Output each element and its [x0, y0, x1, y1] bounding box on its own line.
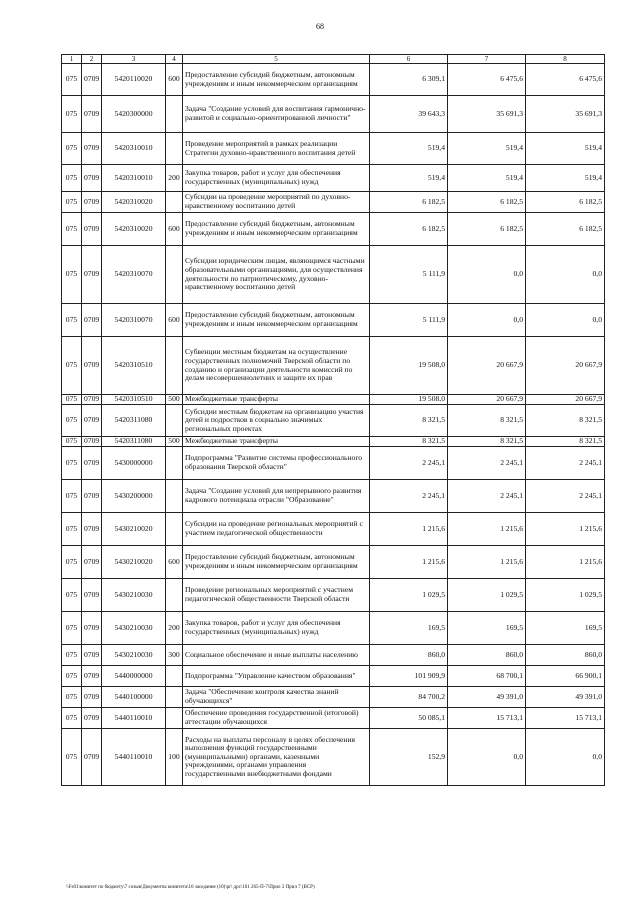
admin-code-cell: 075	[62, 395, 82, 405]
amount-cell-year-3: 0,0	[526, 246, 605, 304]
item-name-cell: Субвенции местным бюджетам на осуществление государственных полномочий Тверской области по созданию и организации деятельности комиссий по делам несовершеннолетних и защите их прав	[183, 337, 370, 395]
admin-code-cell: 075	[62, 64, 82, 96]
admin-code-cell: 075	[62, 405, 82, 437]
amount-cell-year-3: 6 182,5	[526, 213, 605, 246]
amount-cell-year-1: 50 085,1	[370, 708, 448, 729]
target-item-cell: 5420310010	[102, 133, 166, 165]
amount-cell-year-3: 66 900,1	[526, 666, 605, 687]
amount-cell-year-3: 6 475,6	[526, 64, 605, 96]
admin-code-cell: 075	[62, 165, 82, 192]
amount-cell-year-3: 1 215,6	[526, 513, 605, 546]
table-row	[62, 546, 605, 579]
amount-cell-year-1: 84 700,2	[370, 687, 448, 708]
amount-cell-year-1: 6 182,5	[370, 192, 448, 213]
column-header: 2	[82, 55, 102, 64]
amount-cell-year-3: 860,0	[526, 645, 605, 666]
target-item-cell: 5440100000	[102, 687, 166, 708]
admin-code-cell: 075	[62, 687, 82, 708]
expense-type-cell: 500	[166, 437, 183, 447]
target-item-cell: 5420311080	[102, 437, 166, 447]
amount-cell-year-3: 1 029,5	[526, 579, 605, 612]
section-code-cell: 0709	[82, 729, 102, 786]
item-name-cell: Субсидии юридическим лицам, являющимся частными образовательными организациями, для осуществления деятельности по патриотическому, духовно-нравственному воспитанию детей	[183, 246, 370, 304]
admin-code-cell: 075	[62, 513, 82, 546]
target-item-cell: 5420311080	[102, 405, 166, 437]
item-name-cell: Проведение мероприятий в рамках реализации Стратегии духовно-нравственного воспитания детей	[183, 133, 370, 165]
table-row	[62, 687, 605, 708]
target-item-cell: 5420310020	[102, 213, 166, 246]
table-row	[62, 666, 605, 687]
item-name-cell: Предоставление субсидий бюджетным, автономным учреждениям и иным некоммерческим организациям	[183, 64, 370, 96]
amount-cell-year-2: 20 667,9	[448, 395, 526, 405]
admin-code-cell: 075	[62, 246, 82, 304]
section-code-cell: 0709	[82, 708, 102, 729]
amount-cell-year-2: 0,0	[448, 246, 526, 304]
target-item-cell: 5420310510	[102, 337, 166, 395]
table-row	[62, 480, 605, 513]
expense-type-cell	[166, 246, 183, 304]
amount-cell-year-3: 8 321,5	[526, 405, 605, 437]
amount-cell-year-1: 169,5	[370, 612, 448, 645]
section-code-cell: 0709	[82, 395, 102, 405]
item-name-cell: Социальное обеспечение и иные выплаты населению	[183, 645, 370, 666]
section-code-cell: 0709	[82, 405, 102, 437]
column-header: 3	[102, 55, 166, 64]
section-code-cell: 0709	[82, 447, 102, 480]
column-header: 6	[370, 55, 448, 64]
expense-type-cell: 600	[166, 213, 183, 246]
target-item-cell: 5430210030	[102, 645, 166, 666]
table-row	[62, 337, 605, 395]
amount-cell-year-3: 6 182,5	[526, 192, 605, 213]
target-item-cell: 5420310020	[102, 192, 166, 213]
table-row	[62, 304, 605, 337]
expense-type-cell	[166, 666, 183, 687]
amount-cell-year-2: 15 713,1	[448, 708, 526, 729]
expense-type-cell: 600	[166, 64, 183, 96]
expense-type-cell	[166, 133, 183, 165]
column-header: 4	[166, 55, 183, 64]
admin-code-cell: 075	[62, 729, 82, 786]
section-code-cell: 0709	[82, 513, 102, 546]
expense-type-cell	[166, 687, 183, 708]
expense-type-cell	[166, 579, 183, 612]
amount-cell-year-2: 6 475,6	[448, 64, 526, 96]
target-item-cell: 5440110010	[102, 708, 166, 729]
amount-cell-year-3: 0,0	[526, 304, 605, 337]
amount-cell-year-1: 19 508,0	[370, 395, 448, 405]
table-row	[62, 612, 605, 645]
item-name-cell: Предоставление субсидий бюджетным, автономным учреждениям и иным некоммерческим организациям	[183, 213, 370, 246]
amount-cell-year-1: 1 029,5	[370, 579, 448, 612]
column-header: 8	[526, 55, 605, 64]
amount-cell-year-3: 2 245,1	[526, 480, 605, 513]
amount-cell-year-3: 169,5	[526, 612, 605, 645]
target-item-cell: 5430000000	[102, 447, 166, 480]
target-item-cell: 5420310070	[102, 304, 166, 337]
target-item-cell: 5430200000	[102, 480, 166, 513]
amount-cell-year-1: 1 215,6	[370, 546, 448, 579]
amount-cell-year-1: 2 245,1	[370, 480, 448, 513]
admin-code-cell: 075	[62, 437, 82, 447]
amount-cell-year-2: 49 391,0	[448, 687, 526, 708]
amount-cell-year-3: 0,0	[526, 729, 605, 786]
amount-cell-year-1: 39 643,3	[370, 96, 448, 133]
target-item-cell: 5420310070	[102, 246, 166, 304]
amount-cell-year-2: 0,0	[448, 729, 526, 786]
table-row	[62, 165, 605, 192]
budget-table	[61, 54, 605, 786]
section-code-cell: 0709	[82, 96, 102, 133]
section-code-cell: 0709	[82, 687, 102, 708]
expense-type-cell	[166, 192, 183, 213]
section-code-cell: 0709	[82, 133, 102, 165]
expense-type-cell: 500	[166, 395, 183, 405]
table-row	[62, 405, 605, 437]
amount-cell-year-2: 8 321,5	[448, 405, 526, 437]
amount-cell-year-2: 519,4	[448, 133, 526, 165]
amount-cell-year-2: 1 029,5	[448, 579, 526, 612]
expense-type-cell	[166, 337, 183, 395]
target-item-cell: 5430210030	[102, 612, 166, 645]
admin-code-cell: 075	[62, 337, 82, 395]
section-code-cell: 0709	[82, 213, 102, 246]
item-name-cell: Обеспечение проведения государственной (итоговой) аттестации обучающихся	[183, 708, 370, 729]
table-row	[62, 192, 605, 213]
section-code-cell: 0709	[82, 304, 102, 337]
expense-type-cell	[166, 96, 183, 133]
amount-cell-year-2: 860,0	[448, 645, 526, 666]
admin-code-cell: 075	[62, 708, 82, 729]
table-row	[62, 133, 605, 165]
section-code-cell: 0709	[82, 645, 102, 666]
table-row	[62, 513, 605, 546]
target-item-cell: 5430210030	[102, 579, 166, 612]
item-name-cell: Задача "Создание условий для воспитания гармонично-развитой и социально-ориентированной личности"	[183, 96, 370, 133]
target-item-cell: 5440000000	[102, 666, 166, 687]
expense-type-cell	[166, 513, 183, 546]
target-item-cell: 5420310010	[102, 165, 166, 192]
section-code-cell: 0709	[82, 480, 102, 513]
table-row	[62, 213, 605, 246]
expense-type-cell: 200	[166, 165, 183, 192]
amount-cell-year-2: 8 321,5	[448, 437, 526, 447]
target-item-cell: 5440110010	[102, 729, 166, 786]
amount-cell-year-2: 1 215,6	[448, 546, 526, 579]
expense-type-cell: 100	[166, 729, 183, 786]
admin-code-cell: 075	[62, 447, 82, 480]
item-name-cell: Субсидии на проведение мероприятий по духовно-нравственному воспитанию детей	[183, 192, 370, 213]
target-item-cell: 5420110020	[102, 64, 166, 96]
item-name-cell: Предоставление субсидий бюджетным, автономным учреждениям и иным некоммерческим организациям	[183, 546, 370, 579]
footer-file-path: \\Fs01\комитет по бюджету\7 созыв\Документы комитета\16 заседание (10)\pr\ дрс\161 265-П-7\Прил 3 Прил 7 (ВСР)	[66, 885, 315, 890]
section-code-cell: 0709	[82, 579, 102, 612]
expense-type-cell: 600	[166, 546, 183, 579]
amount-cell-year-2: 68 700,1	[448, 666, 526, 687]
amount-cell-year-3: 8 321,5	[526, 437, 605, 447]
admin-code-cell: 075	[62, 579, 82, 612]
amount-cell-year-1: 6 309,1	[370, 64, 448, 96]
amount-cell-year-2: 2 245,1	[448, 447, 526, 480]
admin-code-cell: 075	[62, 546, 82, 579]
target-item-cell: 5420300000	[102, 96, 166, 133]
target-item-cell: 5430210020	[102, 513, 166, 546]
amount-cell-year-1: 101 909,9	[370, 666, 448, 687]
section-code-cell: 0709	[82, 666, 102, 687]
table-row	[62, 729, 605, 786]
column-header: 1	[62, 55, 82, 64]
amount-cell-year-3: 49 391,0	[526, 687, 605, 708]
amount-cell-year-2: 35 691,3	[448, 96, 526, 133]
item-name-cell: Задача "Обеспечение контроля качества знаний обучающихся"	[183, 687, 370, 708]
section-code-cell: 0709	[82, 192, 102, 213]
column-header: 7	[448, 55, 526, 64]
expense-type-cell	[166, 480, 183, 513]
item-name-cell: Субсидии местным бюджетам на организацию участия детей и подростков в социально значимых региональных проектах	[183, 405, 370, 437]
amount-cell-year-1: 8 321,5	[370, 437, 448, 447]
item-name-cell: Предоставление субсидий бюджетным, автономным учреждениям и иным некоммерческим организациям	[183, 304, 370, 337]
section-code-cell: 0709	[82, 246, 102, 304]
item-name-cell: Закупка товаров, работ и услуг для обеспечения государственных (муниципальных) нужд	[183, 165, 370, 192]
column-header: 5	[183, 55, 370, 64]
expense-type-cell	[166, 447, 183, 480]
admin-code-cell: 075	[62, 192, 82, 213]
item-name-cell: Межбюджетные трансферты	[183, 395, 370, 405]
amount-cell-year-2: 6 182,5	[448, 192, 526, 213]
admin-code-cell: 075	[62, 612, 82, 645]
item-name-cell: Проведение региональных мероприятий с участием педагогической общественности Тверской области	[183, 579, 370, 612]
item-name-cell: Закупка товаров, работ и услуг для обеспечения государственных (муниципальных) нужд	[183, 612, 370, 645]
expense-type-cell: 300	[166, 645, 183, 666]
column-number-row	[62, 55, 605, 64]
target-item-cell: 5420310510	[102, 395, 166, 405]
amount-cell-year-1: 519,4	[370, 165, 448, 192]
admin-code-cell: 075	[62, 480, 82, 513]
amount-cell-year-1: 5 111,9	[370, 246, 448, 304]
amount-cell-year-3: 15 713,1	[526, 708, 605, 729]
table-row	[62, 64, 605, 96]
amount-cell-year-2: 0,0	[448, 304, 526, 337]
table-row	[62, 708, 605, 729]
item-name-cell: Субсидии на проведение региональных мероприятий с участием педагогической общественности	[183, 513, 370, 546]
amount-cell-year-1: 19 508,0	[370, 337, 448, 395]
item-name-cell: Подпрограмма "Управление качеством образования"	[183, 666, 370, 687]
amount-cell-year-1: 2 245,1	[370, 447, 448, 480]
amount-cell-year-1: 860,0	[370, 645, 448, 666]
section-code-cell: 0709	[82, 64, 102, 96]
item-name-cell: Задача "Создание условий для непрерывного развития кадрового потенциала отрасли "Образование"	[183, 480, 370, 513]
admin-code-cell: 075	[62, 304, 82, 337]
amount-cell-year-3: 519,4	[526, 165, 605, 192]
table-row	[62, 645, 605, 666]
amount-cell-year-3: 1 215,6	[526, 546, 605, 579]
admin-code-cell: 075	[62, 133, 82, 165]
item-name-cell: Расходы на выплаты персоналу в целях обеспечения выполнения функций государственными (муниципальными) органами, казенными учреждениями, органами управления государственными внебюджетными фондами	[183, 729, 370, 786]
page-number: 68	[316, 22, 324, 31]
amount-cell-year-1: 152,9	[370, 729, 448, 786]
expense-type-cell	[166, 405, 183, 437]
table-row	[62, 579, 605, 612]
amount-cell-year-2: 2 245,1	[448, 480, 526, 513]
section-code-cell: 0709	[82, 165, 102, 192]
admin-code-cell: 075	[62, 96, 82, 133]
amount-cell-year-3: 20 667,9	[526, 395, 605, 405]
table-row	[62, 395, 605, 405]
amount-cell-year-3: 35 691,3	[526, 96, 605, 133]
amount-cell-year-1: 6 182,5	[370, 213, 448, 246]
section-code-cell: 0709	[82, 337, 102, 395]
amount-cell-year-3: 2 245,1	[526, 447, 605, 480]
table-row	[62, 447, 605, 480]
amount-cell-year-3: 20 667,9	[526, 337, 605, 395]
table-row	[62, 437, 605, 447]
expense-type-cell	[166, 708, 183, 729]
section-code-cell: 0709	[82, 437, 102, 447]
amount-cell-year-2: 169,5	[448, 612, 526, 645]
amount-cell-year-1: 1 215,6	[370, 513, 448, 546]
amount-cell-year-1: 5 111,9	[370, 304, 448, 337]
expense-type-cell: 200	[166, 612, 183, 645]
target-item-cell: 5430210020	[102, 546, 166, 579]
admin-code-cell: 075	[62, 213, 82, 246]
amount-cell-year-1: 8 321,5	[370, 405, 448, 437]
section-code-cell: 0709	[82, 612, 102, 645]
section-code-cell: 0709	[82, 546, 102, 579]
amount-cell-year-1: 519,4	[370, 133, 448, 165]
table-row	[62, 246, 605, 304]
item-name-cell: Подпрограмма "Развитие системы профессионального образования Тверской области"	[183, 447, 370, 480]
admin-code-cell: 075	[62, 645, 82, 666]
item-name-cell: Межбюджетные трансферты	[183, 437, 370, 447]
admin-code-cell: 075	[62, 666, 82, 687]
amount-cell-year-3: 519,4	[526, 133, 605, 165]
expense-type-cell: 600	[166, 304, 183, 337]
amount-cell-year-2: 20 667,9	[448, 337, 526, 395]
amount-cell-year-2: 519,4	[448, 165, 526, 192]
amount-cell-year-2: 6 182,5	[448, 213, 526, 246]
table-row	[62, 96, 605, 133]
amount-cell-year-2: 1 215,6	[448, 513, 526, 546]
